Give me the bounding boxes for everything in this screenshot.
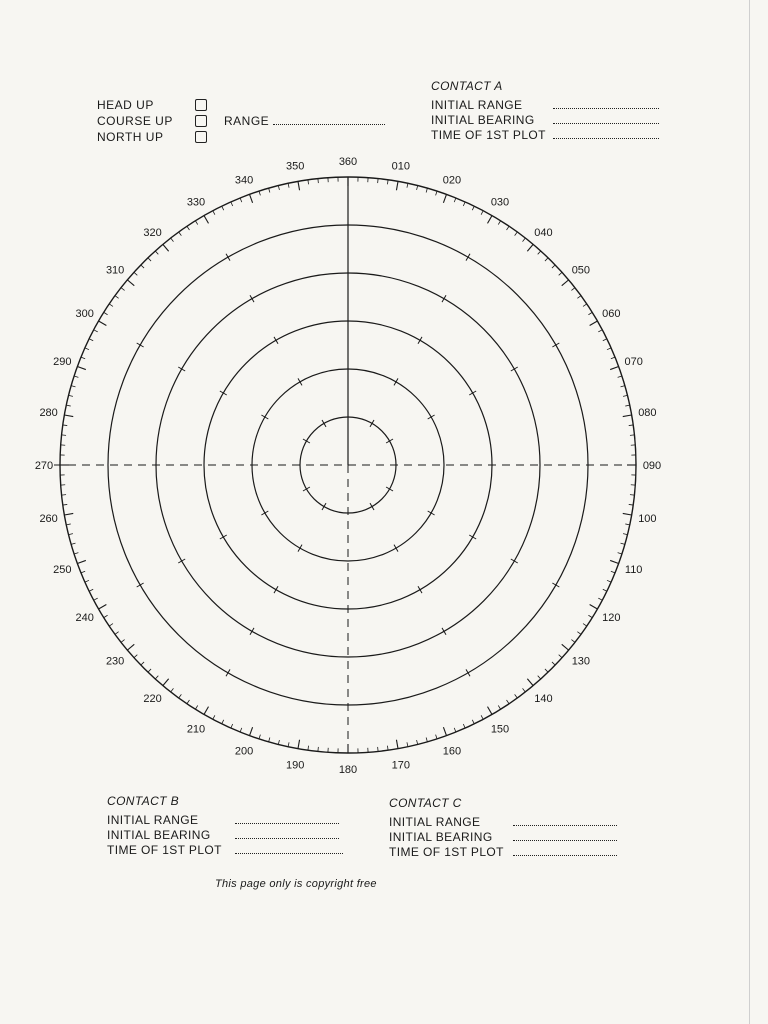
degree-tick-minor bbox=[121, 288, 125, 291]
degree-tick-minor bbox=[74, 376, 78, 377]
ring-bearing-tick bbox=[418, 337, 422, 344]
degree-tick-minor bbox=[171, 688, 174, 692]
contact-b-time-blank[interactable] bbox=[235, 844, 343, 854]
contact-a-title: CONTACT A bbox=[431, 79, 503, 93]
degree-tick-minor bbox=[571, 640, 575, 643]
bearing-label: 250 bbox=[53, 563, 72, 576]
ring-bearing-tick bbox=[226, 254, 230, 261]
degree-tick-minor bbox=[213, 211, 215, 215]
ring-bearing-tick bbox=[394, 378, 398, 385]
degree-tick-major bbox=[204, 707, 209, 715]
degree-tick-minor bbox=[187, 226, 190, 230]
ring-bearing-tick bbox=[220, 391, 227, 395]
degree-tick-minor bbox=[89, 339, 93, 341]
degree-tick-minor bbox=[623, 534, 627, 535]
degree-tick-minor bbox=[417, 740, 418, 744]
degree-tick-minor bbox=[89, 589, 93, 591]
degree-tick-minor bbox=[288, 183, 289, 187]
degree-tick-minor bbox=[454, 728, 456, 732]
degree-tick-minor bbox=[577, 632, 581, 635]
degree-tick-minor bbox=[222, 720, 224, 724]
ring-bearing-tick bbox=[303, 487, 310, 491]
bearing-label: 210 bbox=[186, 723, 206, 736]
contact-b-initial-bearing-label: INITIAL BEARING bbox=[107, 828, 211, 842]
ring-bearing-tick bbox=[386, 487, 393, 491]
degree-tick-minor bbox=[231, 202, 233, 206]
contact-b-block bbox=[107, 794, 343, 858]
degree-tick-minor bbox=[625, 524, 629, 525]
degree-tick-major bbox=[562, 644, 569, 650]
contact-a-time-label: TIME OF 1ST PLOT bbox=[431, 128, 546, 142]
ring-bearing-tick bbox=[386, 439, 393, 443]
ring-bearing-tick bbox=[370, 420, 374, 427]
degree-tick-minor bbox=[231, 724, 233, 728]
degree-tick-minor bbox=[417, 186, 418, 190]
ring-bearing-tick bbox=[303, 439, 310, 443]
degree-tick-major bbox=[623, 415, 632, 417]
bearing-label: 050 bbox=[571, 264, 591, 277]
bearing-label: 060 bbox=[602, 308, 621, 320]
ring-bearing-tick bbox=[552, 343, 559, 347]
degree-tick-minor bbox=[629, 425, 633, 426]
degree-tick-major bbox=[443, 727, 446, 735]
degree-tick-major bbox=[99, 605, 107, 610]
degree-tick-minor bbox=[545, 258, 548, 261]
bearing-label: 340 bbox=[234, 174, 254, 187]
degree-tick-major bbox=[298, 740, 300, 749]
degree-tick-major bbox=[562, 280, 569, 286]
ring-bearing-tick bbox=[511, 559, 518, 563]
degree-tick-major bbox=[488, 707, 493, 715]
degree-tick-minor bbox=[507, 700, 510, 704]
degree-tick-minor bbox=[629, 504, 633, 505]
degree-tick-minor bbox=[436, 735, 437, 739]
degree-tick-minor bbox=[552, 265, 555, 268]
degree-tick-major bbox=[396, 181, 398, 190]
degree-tick-minor bbox=[507, 226, 510, 230]
degree-tick-minor bbox=[85, 348, 89, 350]
degree-tick-minor bbox=[288, 742, 289, 746]
bearing-label: 280 bbox=[39, 407, 58, 420]
bearing-label: 270 bbox=[34, 460, 54, 472]
ring-bearing-tick bbox=[469, 535, 476, 539]
degree-tick-minor bbox=[121, 640, 125, 643]
degree-tick-major bbox=[99, 321, 107, 326]
bearing-label: 170 bbox=[391, 759, 410, 772]
degree-tick-minor bbox=[171, 238, 174, 242]
ring-bearing-tick bbox=[322, 503, 326, 510]
degree-tick-minor bbox=[463, 724, 465, 728]
bearing-label: 200 bbox=[234, 745, 254, 758]
degree-tick-minor bbox=[179, 694, 182, 698]
degree-tick-minor bbox=[515, 232, 518, 236]
option-course-up-label: COURSE UP bbox=[97, 114, 173, 128]
bearing-label: 300 bbox=[75, 308, 94, 320]
ring-bearing-tick bbox=[274, 586, 278, 593]
ring-bearing-tick bbox=[137, 343, 144, 347]
degree-tick-minor bbox=[222, 206, 224, 210]
contact-c-initial-range-blank[interactable] bbox=[513, 816, 617, 826]
bearing-label: 040 bbox=[534, 227, 553, 240]
degree-tick-minor bbox=[463, 202, 465, 206]
bearing-label: 330 bbox=[186, 196, 206, 209]
bearing-label: 230 bbox=[105, 655, 125, 668]
degree-tick-minor bbox=[426, 738, 427, 742]
ring-bearing-tick bbox=[394, 545, 398, 552]
degree-tick-minor bbox=[187, 700, 190, 704]
ring-bearing-tick bbox=[442, 628, 446, 635]
degree-tick-minor bbox=[625, 405, 629, 406]
degree-tick-minor bbox=[308, 180, 309, 184]
degree-tick-major bbox=[610, 366, 618, 369]
bearing-label: 010 bbox=[391, 160, 410, 173]
ring-bearing-tick bbox=[466, 669, 470, 676]
contact-b-initial-range-label: INITIAL RANGE bbox=[107, 813, 199, 827]
degree-tick-minor bbox=[607, 348, 611, 350]
degree-tick-minor bbox=[545, 669, 548, 672]
degree-tick-minor bbox=[387, 180, 388, 184]
degree-tick-minor bbox=[481, 211, 483, 215]
contact-c-time-row[interactable] bbox=[389, 845, 617, 860]
degree-tick-major bbox=[488, 216, 493, 224]
copyright-note: This page only is copyright free bbox=[215, 878, 377, 890]
degree-tick-major bbox=[127, 280, 134, 286]
degree-tick-minor bbox=[472, 206, 474, 210]
degree-tick-minor bbox=[69, 395, 73, 396]
degree-tick-minor bbox=[278, 740, 279, 744]
degree-tick-minor bbox=[618, 376, 622, 377]
bearing-label: 070 bbox=[624, 356, 643, 369]
bearing-label: 320 bbox=[143, 227, 162, 240]
ring-bearing-tick bbox=[418, 586, 422, 593]
ring-bearing-tick bbox=[469, 391, 476, 395]
ring-bearing-tick bbox=[178, 559, 185, 563]
option-north-up-label: NORTH UP bbox=[97, 130, 164, 144]
degree-tick-minor bbox=[538, 251, 541, 254]
bearing-label: 020 bbox=[442, 174, 462, 187]
degree-tick-minor bbox=[611, 571, 615, 573]
bearing-label: 240 bbox=[75, 612, 94, 624]
contact-b-time-row[interactable] bbox=[107, 843, 343, 858]
ring-bearing-tick bbox=[298, 545, 302, 552]
degree-tick-minor bbox=[559, 655, 562, 658]
degree-tick-minor bbox=[583, 304, 587, 307]
degree-tick-minor bbox=[603, 589, 607, 591]
degree-tick-minor bbox=[407, 742, 408, 746]
degree-tick-minor bbox=[269, 738, 270, 742]
degree-tick-minor bbox=[71, 386, 75, 387]
degree-tick-major bbox=[298, 181, 300, 190]
bearing-label: 100 bbox=[638, 512, 657, 525]
degree-tick-minor bbox=[308, 746, 309, 750]
bearing-label: 310 bbox=[105, 264, 125, 277]
contact-b-initial-bearing-row[interactable] bbox=[107, 828, 343, 843]
degree-tick-minor bbox=[259, 191, 260, 195]
contact-c-title: CONTACT C bbox=[389, 796, 462, 810]
degree-tick-minor bbox=[387, 746, 388, 750]
degree-tick-minor bbox=[115, 632, 119, 635]
degree-tick-minor bbox=[71, 543, 75, 544]
degree-tick-minor bbox=[155, 251, 158, 254]
bearing-label: 110 bbox=[624, 563, 643, 576]
degree-tick-minor bbox=[598, 330, 602, 332]
contact-c-time-blank[interactable] bbox=[513, 846, 617, 856]
degree-tick-minor bbox=[515, 694, 518, 698]
degree-tick-minor bbox=[148, 669, 151, 672]
ring-bearing-tick bbox=[370, 503, 374, 510]
degree-tick-minor bbox=[155, 676, 158, 679]
degree-tick-minor bbox=[571, 288, 575, 291]
degree-tick-major bbox=[64, 513, 73, 515]
ring-bearing-tick bbox=[274, 337, 278, 344]
degree-tick-major bbox=[443, 194, 446, 202]
ring-bearing-tick bbox=[428, 511, 435, 515]
contact-c-initial-bearing-blank[interactable] bbox=[513, 831, 617, 841]
degree-tick-minor bbox=[278, 186, 279, 190]
degree-tick-minor bbox=[523, 238, 526, 242]
degree-tick-major bbox=[204, 216, 209, 224]
degree-tick-minor bbox=[81, 571, 85, 573]
contact-c-initial-bearing-label: INITIAL BEARING bbox=[389, 830, 493, 844]
ring-bearing-tick bbox=[428, 415, 435, 419]
degree-tick-minor bbox=[603, 339, 607, 341]
degree-tick-minor bbox=[115, 296, 119, 299]
degree-tick-major bbox=[396, 740, 398, 749]
degree-tick-minor bbox=[66, 524, 70, 525]
degree-tick-minor bbox=[195, 221, 197, 225]
contact-a-initial-bearing-label: INITIAL BEARING bbox=[431, 113, 535, 127]
degree-tick-minor bbox=[109, 304, 113, 307]
contact-a-initial-range-label: INITIAL RANGE bbox=[431, 98, 523, 112]
degree-tick-major bbox=[623, 513, 632, 515]
ring-bearing-tick bbox=[178, 367, 185, 371]
degree-tick-minor bbox=[66, 405, 70, 406]
ring-bearing-tick bbox=[298, 378, 302, 385]
degree-tick-minor bbox=[240, 728, 242, 732]
contact-c-initial-range-label: INITIAL RANGE bbox=[389, 815, 481, 829]
ring-bearing-tick bbox=[261, 415, 268, 419]
degree-tick-major bbox=[249, 727, 252, 735]
degree-tick-major bbox=[64, 415, 73, 417]
bearing-label: 360 bbox=[338, 156, 358, 168]
degree-tick-major bbox=[590, 321, 598, 326]
degree-tick-minor bbox=[85, 580, 89, 582]
ring-bearing-tick bbox=[442, 295, 446, 302]
degree-tick-minor bbox=[426, 188, 427, 192]
contact-b-time-label: TIME OF 1ST PLOT bbox=[107, 843, 222, 857]
contact-b-initial-bearing-blank[interactable] bbox=[235, 829, 339, 839]
degree-tick-minor bbox=[104, 312, 108, 314]
degree-tick-minor bbox=[213, 715, 215, 719]
degree-tick-minor bbox=[588, 615, 592, 617]
degree-tick-minor bbox=[607, 580, 611, 582]
contact-b-initial-range-row[interactable] bbox=[107, 813, 343, 828]
ring-bearing-tick bbox=[466, 254, 470, 261]
degree-tick-major bbox=[163, 679, 169, 686]
degree-tick-minor bbox=[577, 296, 581, 299]
contact-b-initial-range-blank[interactable] bbox=[235, 814, 339, 824]
degree-tick-minor bbox=[611, 357, 615, 359]
bearing-label: 160 bbox=[442, 745, 462, 758]
degree-tick-minor bbox=[63, 425, 67, 426]
ring-bearing-tick bbox=[250, 628, 254, 635]
ring-bearing-tick bbox=[511, 367, 518, 371]
ring-bearing-tick bbox=[137, 583, 144, 587]
degree-tick-minor bbox=[623, 395, 627, 396]
bearing-label: 120 bbox=[602, 612, 621, 624]
degree-tick-minor bbox=[621, 386, 625, 387]
degree-tick-minor bbox=[81, 357, 85, 359]
bearing-label: 220 bbox=[143, 692, 162, 705]
ring-bearing-tick bbox=[226, 669, 230, 676]
bearing-label: 130 bbox=[571, 655, 591, 668]
bearing-label: 090 bbox=[642, 460, 662, 472]
degree-tick-minor bbox=[269, 188, 270, 192]
degree-tick-minor bbox=[134, 655, 137, 658]
degree-tick-minor bbox=[472, 720, 474, 724]
degree-tick-minor bbox=[436, 191, 437, 195]
ring-bearing-tick bbox=[250, 295, 254, 302]
degree-tick-minor bbox=[63, 504, 67, 505]
degree-tick-major bbox=[77, 366, 85, 369]
ring-bearing-tick bbox=[261, 511, 268, 515]
bearing-label: 080 bbox=[638, 407, 657, 420]
contact-c-initial-bearing-row[interactable] bbox=[389, 830, 617, 845]
bearing-label: 260 bbox=[39, 512, 58, 525]
degree-tick-minor bbox=[94, 330, 98, 332]
degree-tick-major bbox=[527, 679, 533, 686]
ring-bearing-tick bbox=[322, 420, 326, 427]
degree-tick-minor bbox=[598, 598, 602, 600]
degree-tick-minor bbox=[621, 543, 625, 544]
degree-tick-minor bbox=[618, 553, 622, 554]
degree-tick-minor bbox=[179, 232, 182, 236]
degree-tick-minor bbox=[69, 534, 73, 535]
degree-tick-minor bbox=[454, 198, 456, 202]
degree-tick-minor bbox=[407, 183, 408, 187]
degree-tick-major bbox=[527, 244, 533, 251]
degree-tick-minor bbox=[498, 221, 500, 225]
range-label: RANGE bbox=[224, 114, 270, 128]
ring-bearing-tick bbox=[220, 535, 227, 539]
degree-tick-minor bbox=[240, 198, 242, 202]
degree-tick-major bbox=[590, 605, 598, 610]
option-head-up-label: HEAD UP bbox=[97, 98, 154, 112]
degree-tick-minor bbox=[259, 735, 260, 739]
degree-tick-minor bbox=[141, 265, 144, 268]
degree-tick-major bbox=[249, 194, 252, 202]
degree-tick-minor bbox=[195, 705, 197, 709]
ring-bearing-tick bbox=[552, 583, 559, 587]
bearing-label: 350 bbox=[286, 160, 305, 173]
bearing-label: 030 bbox=[490, 196, 510, 209]
contact-b-title: CONTACT B bbox=[107, 794, 180, 808]
degree-tick-major bbox=[77, 560, 85, 563]
degree-tick-major bbox=[127, 644, 134, 650]
degree-tick-minor bbox=[481, 715, 483, 719]
contact-c-initial-range-row[interactable] bbox=[389, 815, 617, 830]
contact-c-time-label: TIME OF 1ST PLOT bbox=[389, 845, 504, 859]
degree-tick-minor bbox=[148, 258, 151, 261]
degree-tick-minor bbox=[141, 662, 144, 665]
degree-tick-minor bbox=[94, 598, 98, 600]
degree-tick-minor bbox=[583, 624, 587, 627]
degree-tick-minor bbox=[498, 705, 500, 709]
degree-tick-minor bbox=[538, 676, 541, 679]
degree-tick-major bbox=[610, 560, 618, 563]
degree-tick-minor bbox=[104, 615, 108, 617]
degree-tick-minor bbox=[74, 553, 78, 554]
bearing-label: 140 bbox=[534, 692, 553, 705]
bearing-label: 150 bbox=[490, 723, 510, 736]
degree-tick-minor bbox=[588, 312, 592, 314]
degree-tick-major bbox=[163, 244, 169, 251]
degree-tick-minor bbox=[552, 662, 555, 665]
bearing-label: 180 bbox=[338, 764, 358, 776]
bearing-label: 290 bbox=[53, 356, 72, 369]
degree-tick-minor bbox=[559, 272, 562, 275]
bearing-label: 190 bbox=[286, 759, 305, 772]
degree-tick-minor bbox=[523, 688, 526, 692]
contact-c-block bbox=[389, 796, 617, 860]
degree-tick-minor bbox=[134, 272, 137, 275]
degree-tick-minor bbox=[109, 624, 113, 627]
